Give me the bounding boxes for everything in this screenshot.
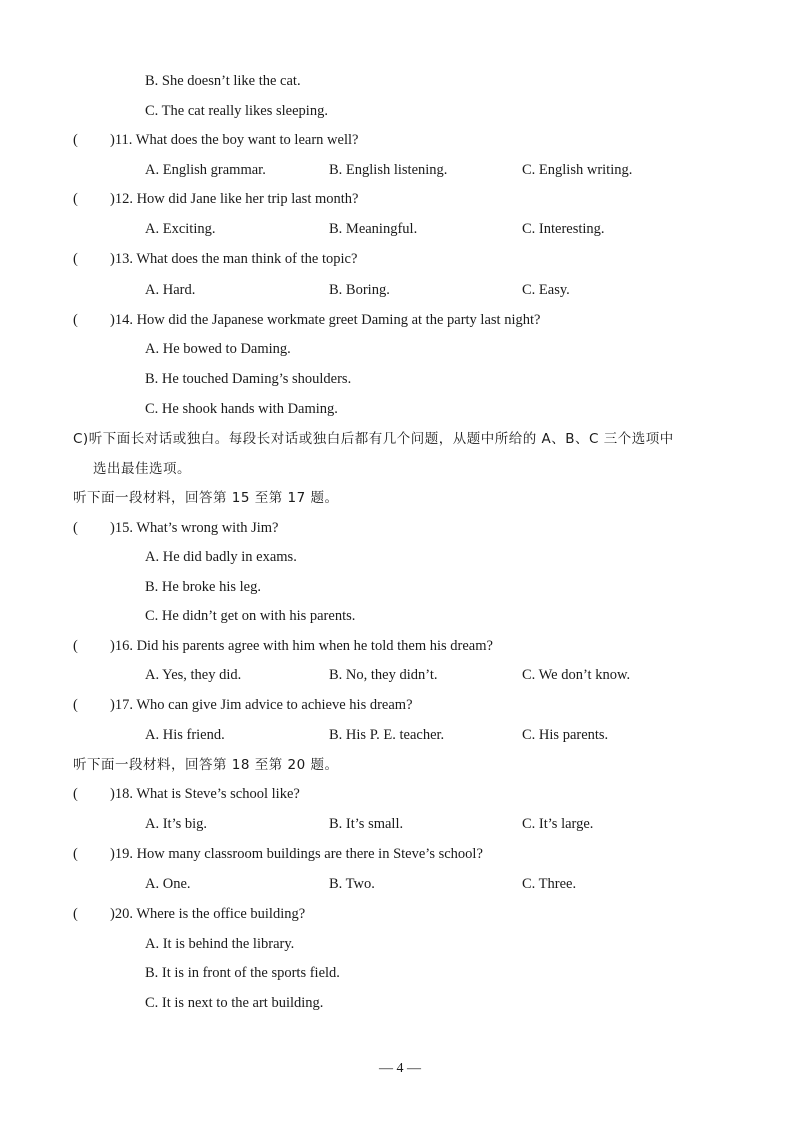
q15-answer-paren: (	[73, 520, 78, 536]
q13-option-c: C. Easy.	[522, 282, 570, 298]
q15-option-b: B. He broke his leg.	[145, 579, 261, 595]
q14-answer-paren: (	[73, 312, 78, 328]
q16-option-c: C. We don’t know.	[522, 667, 631, 683]
q11-option-b: B. English listening.	[329, 162, 448, 178]
q11-option-c: C. English writing.	[522, 162, 633, 178]
q17-option-c: C. His parents.	[522, 727, 609, 743]
q17-option-b: B. His P. E. teacher.	[329, 727, 445, 743]
q20-option-b: B. It is in front of the sports field.	[145, 965, 340, 981]
q20-option-c: C. It is next to the art building.	[145, 995, 324, 1011]
q10-option-c: C. The cat really likes sleeping.	[145, 103, 328, 119]
q17-answer-paren: (	[73, 697, 78, 713]
q16-answer-paren: (	[73, 638, 78, 654]
q19-option-b: B. Two.	[329, 876, 375, 892]
material-instruction-15-17: 听下面一段材料，回答第 15 至第 17 题。	[73, 490, 339, 506]
page-number: — 4 —	[379, 1061, 421, 1076]
q14-option-b: B. He touched Daming’s shoulders.	[145, 371, 352, 387]
q19-option-c: C. Three.	[522, 876, 577, 892]
q17-option-a: A. His friend.	[145, 727, 225, 743]
section-c-instruction-line2: 选出最佳选项。	[93, 461, 191, 477]
q15-option-a: A. He did badly in exams.	[145, 549, 297, 565]
q11-question: )11. What does the boy want to learn well?	[110, 132, 359, 148]
q13-option-b: B. Boring.	[329, 282, 390, 298]
q12-answer-paren: (	[73, 191, 78, 207]
q16-question: )16. Did his parents agree with him when he told them his dream?	[110, 638, 493, 654]
q18-option-a: A. It’s big.	[145, 816, 208, 832]
q12-option-a: A. Exciting.	[145, 221, 216, 237]
q12-option-b: B. Meaningful.	[329, 221, 418, 237]
q15-option-c: C. He didn’t get on with his parents.	[145, 608, 356, 624]
q17-question: )17. Who can give Jim advice to achieve his dream?	[110, 697, 413, 713]
q20-option-a: A. It is behind the library.	[145, 936, 295, 952]
q14-question: )14. How did the Japanese workmate greet Daming at the party last night?	[110, 312, 541, 328]
q19-question: )19. How many classroom buildings are there in Steve’s school?	[110, 846, 483, 862]
q18-option-c: C. It’s large.	[522, 816, 594, 832]
q18-option-b: B. It’s small.	[329, 816, 404, 832]
q15-question: )15. What’s wrong with Jim?	[110, 520, 279, 536]
q12-option-c: C. Interesting.	[522, 221, 605, 237]
q13-option-a: A. Hard.	[145, 282, 196, 298]
q16-option-a: A. Yes, they did.	[145, 667, 242, 683]
q12-question: )12. How did Jane like her trip last month?	[110, 191, 359, 207]
q19-answer-paren: (	[73, 846, 78, 862]
material-instruction-18-20: 听下面一段材料，回答第 18 至第 20 题。	[73, 757, 339, 773]
q13-answer-paren: (	[73, 251, 78, 267]
q11-answer-paren: (	[73, 132, 78, 148]
q20-question: )20. Where is the office building?	[110, 906, 306, 922]
q14-option-c: C. He shook hands with Daming.	[145, 401, 338, 417]
q13-question: )13. What does the man think of the topic?	[110, 251, 358, 267]
q11-option-a: A. English grammar.	[145, 162, 266, 178]
q10-option-b: B. She doesn’t like the cat.	[145, 73, 301, 89]
q16-option-b: B. No, they didn’t.	[329, 667, 438, 683]
q20-answer-paren: (	[73, 906, 78, 922]
q19-option-a: A. One.	[145, 876, 191, 892]
q18-question: )18. What is Steve’s school like?	[110, 786, 300, 802]
section-c-instruction-line1: C)听下面长对话或独白。每段长对话或独白后都有几个问题，从题中所给的 A、B、C 三个选项中	[73, 431, 674, 447]
q18-answer-paren: (	[73, 786, 78, 802]
q14-option-a: A. He bowed to Daming.	[145, 341, 291, 357]
